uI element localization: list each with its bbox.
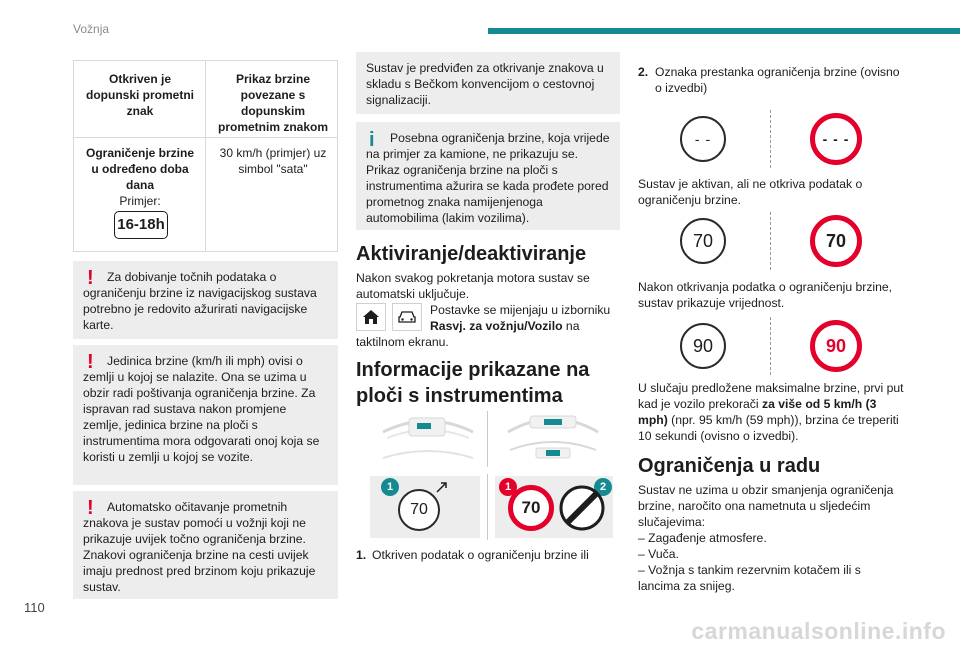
info-box [356,122,620,230]
limits-item: – Vožnja s tankim rezervnim kotačem ili s [638,563,861,577]
dashed-divider [770,110,772,168]
table-row-title: Ograničenje brzine u određeno doba dana [85,146,195,192]
info-icon: i [369,129,375,151]
item2-number: 2. [638,65,649,79]
warning-text-first: Automatsko očitavanje prometnih [107,500,288,514]
table-head-left: Otkriven je dopunski prometni znak [86,72,194,118]
column-divider [487,474,488,540]
time-range-sign: 16-18h [114,211,168,239]
warning-icon: ! [87,351,94,373]
badge-1: 1 [499,478,517,496]
info-text: na primjer za kamione, ne prikazuju se. Prikaz ograničenja brzine na ploči s instrumentima ažurira se kada prođete pored prometnog znaka namijenjenoga automobilima (lakim vozilima). [366,147,609,225]
speed-limit-sign-red [810,320,862,372]
badge-1: 1 [381,478,399,496]
settings-menu-name-2: Vozilo [527,319,563,333]
activate-text: Nakon svakog pokretanja motora sustav se automatski uključuje. [356,271,590,301]
settings-text-line3: taktilnom ekranu. [356,335,449,349]
speed-limit-sign-small [398,489,440,531]
warning-box [73,491,338,599]
no-data-sign-red [810,113,862,165]
active-text: Sustav je aktivan, ali ne otkriva podatak o ograničenju brzine. [638,177,863,207]
watermark: carmanualsonline.info [691,618,946,644]
table-row-value: 30 km/h (primjer) uz simbol "sata" [219,146,327,176]
table-divider [74,137,337,138]
speed-limit-value: 90 [825,335,847,356]
warning-text-first: Jedinica brzine (km/h ili mph) ovisi o [107,354,303,368]
table-divider [205,61,206,251]
settings-menu-separator: / [524,319,528,333]
info-text-first: Posebna ograničenja brzine, koja vrijede [390,131,610,145]
dashed-divider [770,212,772,270]
car-icon [392,303,422,331]
item1-number: 1. [356,548,367,562]
settings-menu-name: Rasvj. za vožnju [430,319,525,333]
supplementary-sign-table [73,60,338,252]
header-accent-bar [488,28,960,34]
warning-box [73,261,338,339]
heading-limits: Ograničenja u radu [638,455,821,477]
limits-item: lancima za snijeg. [638,579,735,593]
warning-text: znakova je sustav pomoći u vožnji koji ne prikazuje uvijek točno ograničenja brzine. Znakovi ograničenja brzine na cesti uvijek imaju prednost pred brzinom koju prikazuje sustav. [83,516,316,594]
page-number: 110 [24,600,45,615]
column-divider [487,411,488,467]
heading-instrument-info: Informacije prikazane na ploči s instrumentima [356,359,590,407]
warning-box [73,345,338,485]
vienna-note-box [356,52,620,114]
warning-text-first: Za dobivanje točnih podataka o [107,270,277,284]
exceed-text-b: za više od 5 km/h (3 mph) [638,397,877,427]
speed-limit-value: 70 [825,230,847,251]
instrument-cluster-illustration [381,414,475,462]
speed-limit-sign-red [508,485,554,531]
warning-icon: ! [87,497,94,519]
exceed-text-a: U slučaju predložene maksimalne brzine, prvi put kad je vozilo prekorači [638,381,904,411]
speed-limit-sign-red [810,215,862,267]
speed-limit-value: 70 [410,501,428,518]
warning-icon: ! [87,267,94,289]
sign-dashes: - - [694,131,712,147]
limits-text: Sustav ne uzima u obzir smanjenja ograničenja brzine, naročito ona nametnuta u sljedećim slučajevima: [638,483,894,529]
exceed-text-c: (npr. 95 km/h (59 mph)), brzina će treperiti 10 sekundi (ovisno o izvedbi). [638,413,899,443]
limits-item: – Zagađenje atmosfere. [638,531,767,545]
table-row-example: Primjer: [119,194,161,208]
end-of-restriction-sign [559,485,605,531]
speed-limit-sign-plain [680,323,726,369]
speed-limit-value: 90 [692,335,714,356]
exceed-text [638,380,904,444]
section-title: Vožnja [73,22,110,36]
instrument-cluster-illustration-2 [506,412,600,467]
settings-suffix: na [562,319,580,333]
limits-item: – Vuča. [638,547,679,561]
table-head-right: Prikaz brzine povezane s dopunskim prometnim znakom [217,72,328,134]
settings-text-line2 [430,318,620,334]
settings-text-line1: Postavke se mijenjaju u izborniku [430,303,611,317]
badge-2: 2 [594,478,612,496]
speed-limit-value: 70 [692,230,714,251]
heading-activate: Aktiviranje/deaktiviranje [356,243,587,265]
home-icon [356,303,386,331]
detect-text: Nakon otkrivanja podatka o ograničenju brzine, sustav prikazuje vrijednost. [638,280,893,310]
dashed-divider [770,317,772,375]
no-data-sign-plain [680,116,726,162]
sign-dashes: - - - [822,131,850,147]
vienna-text: Sustav je predviđen za otkrivanje znakova u skladu s Bečkom konvencijom o cestovnoj signalizaciji. [366,61,604,107]
item2-text: Oznaka prestanka ograničenja brzine (ovisno o izvedbi) [655,65,900,95]
speed-limit-sign-plain [680,218,726,264]
arrow-icon [436,480,448,492]
item1-text: Otkriven podatak o ograničenju brzine ili [372,548,589,562]
speed-limit-value: 70 [521,498,541,517]
warning-text: ograničenju brzine iz navigacijskog sustava potrebno je redovito ažurirati navigacijske karte. [83,286,317,332]
warning-text: zemlji u kojoj se nalazite. Ona se uzima u obzir radi poštivanja ograničenja brzine. Za ispravan rad sustava nakon promjene zemlje, jedinica brzine na ploči s instrumentima mora odgovarati onoj koja se koristi u zemlji u kojoj se vozite. [83,370,320,464]
